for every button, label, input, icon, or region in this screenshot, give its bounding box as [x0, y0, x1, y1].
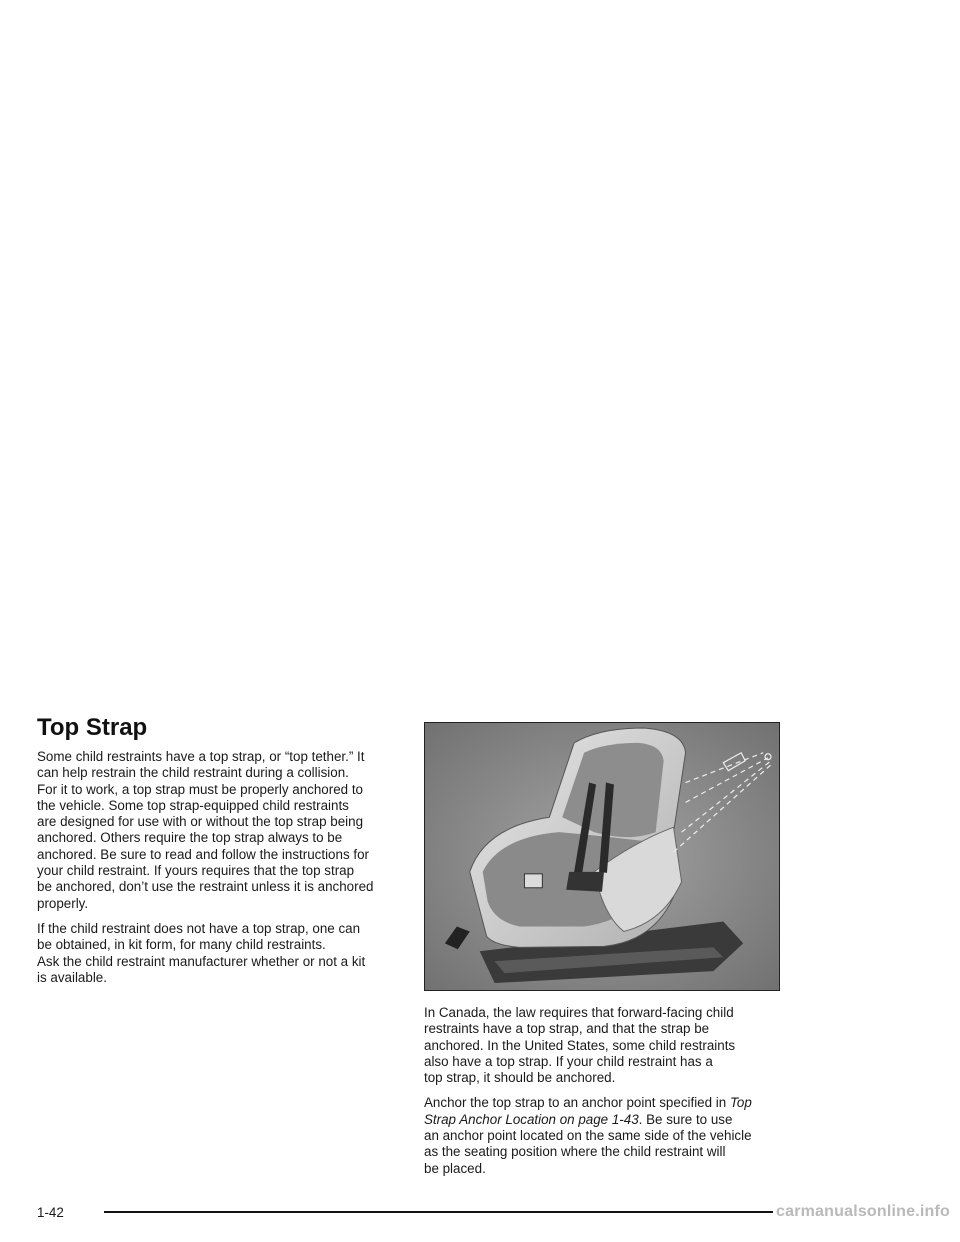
text-line: is available. [37, 969, 107, 985]
text-line: your child restraint. If yours requires that the top strap [37, 863, 355, 879]
footer-divider [104, 1211, 773, 1213]
left-column [37, 749, 397, 995]
paragraph-top-strap-intro [37, 749, 397, 912]
text-line: anchored. Be sure to read and follow the instructions for [37, 846, 369, 862]
cross-reference-link[interactable]: Top [729, 1095, 752, 1111]
text-line: anchored. In the United States, some child restraints [424, 1037, 736, 1053]
text-line: properly. [37, 895, 89, 911]
anchor-text: Anchor the top strap to an anchor point specified in [424, 1095, 730, 1111]
child-restraint-figure [424, 722, 780, 991]
cross-reference-link[interactable]: Strap Anchor Location on page 1-43 [424, 1111, 639, 1127]
text-line: are designed for use with or without the top strap being [37, 814, 364, 830]
anchor-text: . Be sure to use [638, 1111, 733, 1127]
text-line: restraints have a top strap, and that the strap be [424, 1021, 710, 1037]
text-line: In Canada, the law requires that forward-facing child [424, 1005, 734, 1020]
text-line [424, 1112, 794, 1128]
watermark: carmanualsonline.info [776, 1203, 951, 1220]
paragraph-canada-law [424, 1005, 794, 1086]
text-line: can help restrain the child restraint during a collision. [37, 765, 349, 781]
text-line: Ask the child restraint manufacturer whether or not a kit [37, 953, 366, 969]
text-line: the vehicle. Some top strap-equipped child restraints [37, 797, 349, 813]
text-line: as the seating position where the child restraint will [424, 1144, 726, 1160]
buckle [524, 874, 542, 888]
text-line: If the child restraint does not have a top strap, one can [37, 920, 361, 936]
text-line: anchored. Others require the top strap always to be [37, 830, 343, 846]
right-column [424, 1005, 794, 1186]
text-line [424, 1095, 794, 1111]
text-line: top strap, it should be anchored. [424, 1070, 616, 1086]
text-line: an anchor point located on the same side of the vehicle [424, 1128, 752, 1144]
paragraph-kit-availability [37, 921, 397, 986]
paragraph-anchor-instructions [424, 1095, 794, 1176]
text-line: also have a top strap. If your child restraint has a [424, 1053, 713, 1069]
section-title: Top Strap [37, 714, 148, 741]
text-line: be anchored, don’t use the restraint unless it is anchored [37, 879, 374, 895]
page-number: 1-42 [37, 1205, 64, 1220]
text-line: be obtained, in kit form, for many child restraints. [37, 937, 326, 953]
text-line: be placed. [424, 1160, 486, 1176]
text-line: For it to work, a top strap must be properly anchored to [37, 781, 363, 797]
child-restraint-seat-illustration-icon [425, 723, 779, 990]
text-line: Some child restraints have a top strap, or “top tether.” It [37, 749, 365, 764]
